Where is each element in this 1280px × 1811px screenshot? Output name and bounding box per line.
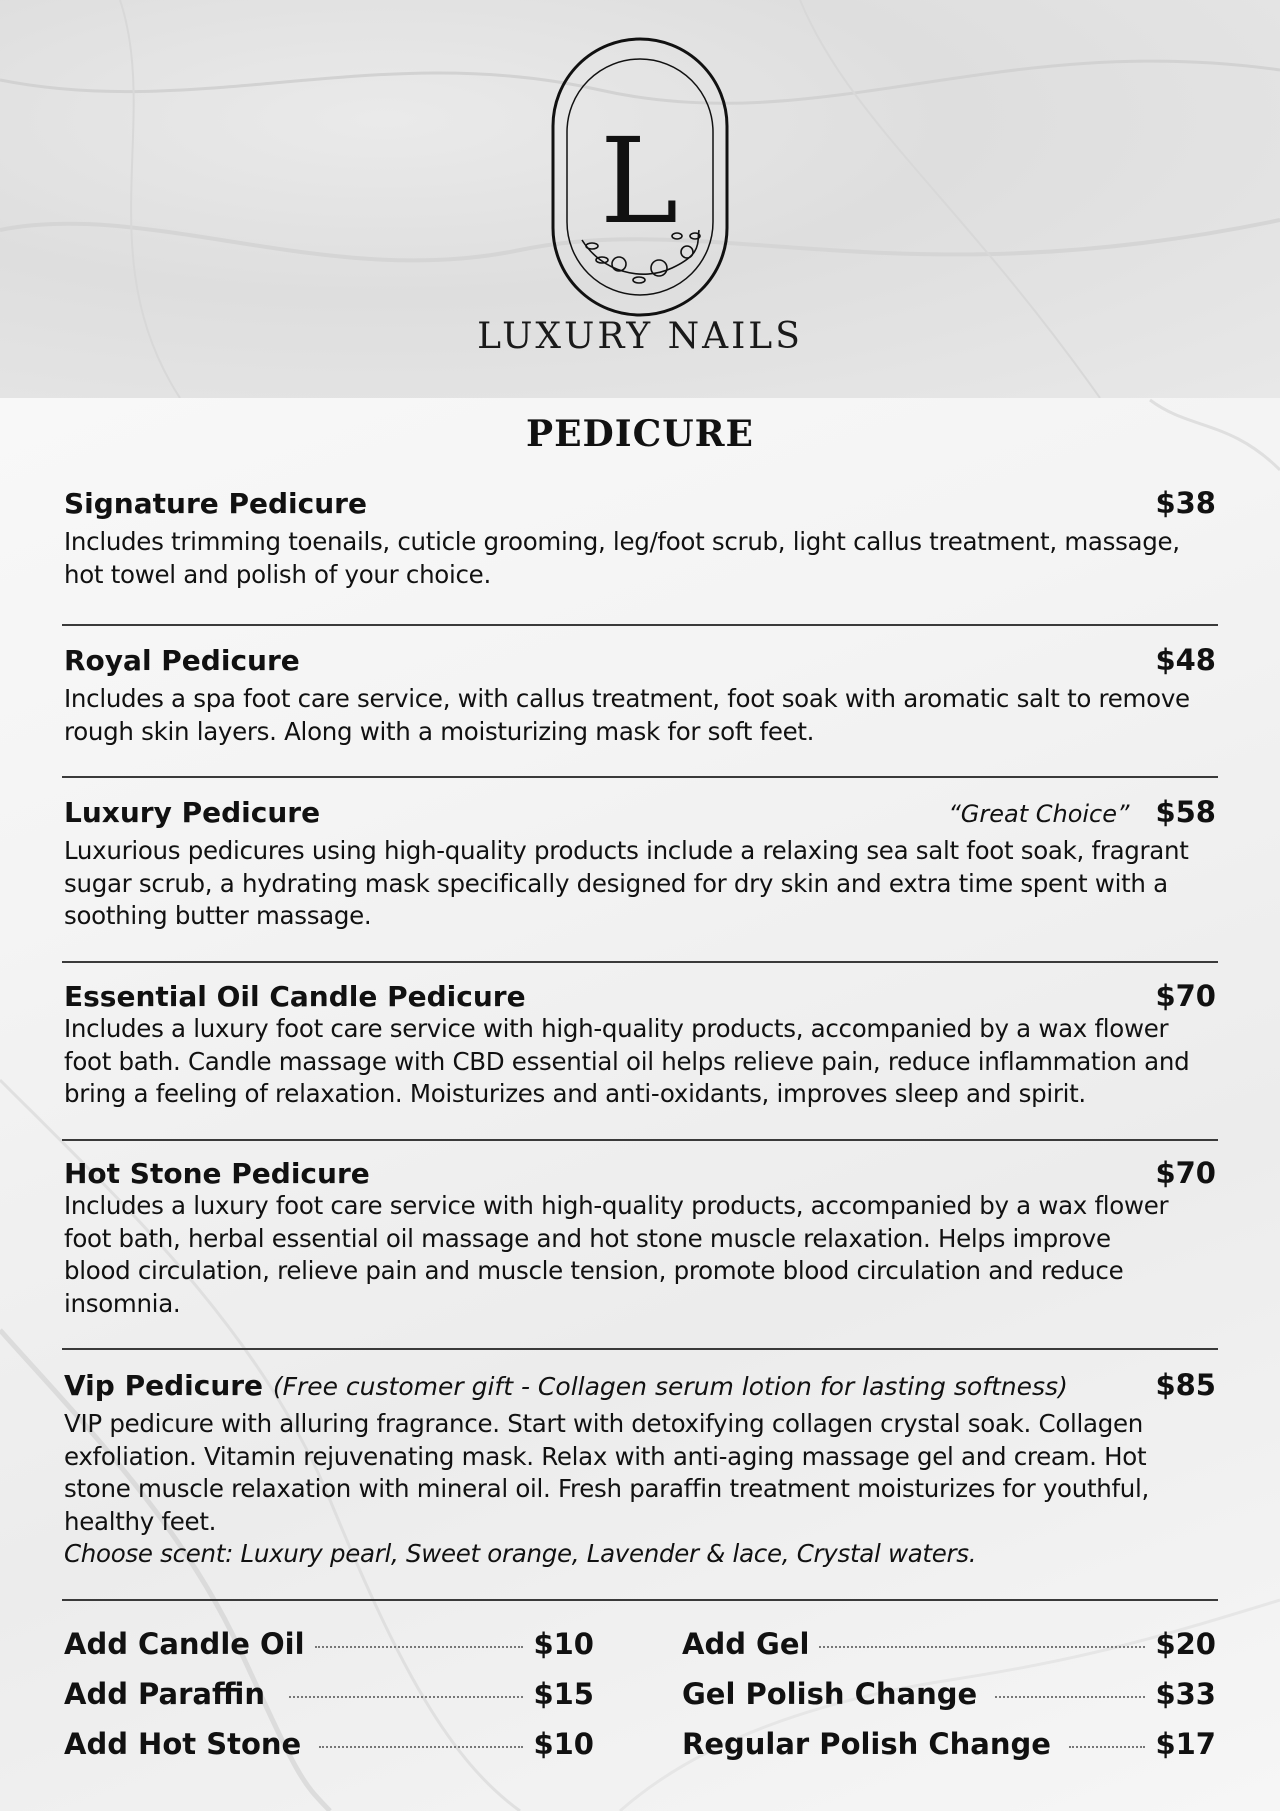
item-description: Includes a luxury foot care service with high-quality products, accompanied by a wax flower foot bath. Candle massage with CBD essential oil helps relieve pain, reduce inflammation and bring a feeling of relaxation. Moisturizes and anti-oxidants, improves sleep and spirit. (64, 1014, 1190, 1108)
divider (62, 1139, 1218, 1141)
addon-price: $10 (533, 1727, 594, 1761)
addon-name: Regular Polish Change (682, 1727, 1051, 1761)
item-name: Royal Pedicure (64, 644, 300, 677)
brand-name: LUXURY NAILS (477, 316, 803, 357)
addon-row (682, 1727, 1216, 1761)
addon-row (64, 1727, 594, 1761)
item-name: Signature Pedicure (64, 487, 367, 520)
item-name: Essential Oil Candle Pedicure (64, 980, 526, 1013)
addon-row (64, 1677, 594, 1711)
addon-name: Add Gel (682, 1627, 810, 1661)
addon-price: $10 (533, 1627, 594, 1661)
item-price: $70 (1155, 1156, 1216, 1190)
addon-price: $20 (1155, 1627, 1216, 1661)
menu-item (64, 979, 1216, 1111)
header-banner (0, 0, 1280, 398)
section-title: PEDICURE (526, 413, 754, 455)
menu-item (64, 643, 1216, 748)
brand-logo (547, 32, 733, 322)
addon-price: $17 (1155, 1727, 1216, 1761)
item-price: $38 (1155, 486, 1216, 520)
menu-item (64, 795, 1216, 933)
addon-price: $15 (533, 1677, 594, 1711)
divider (62, 776, 1218, 778)
item-description: Luxurious pedicures using high-quality products include a relaxing sea salt foot soak, fragrant sugar scrub, a hydrating mask specifically designed for dry skin and extra time spent with a soothing butter massage. (64, 836, 1189, 930)
addon-row (64, 1627, 594, 1661)
addon-name: Gel Polish Change (682, 1677, 978, 1711)
item-name: Luxury Pedicure (64, 796, 321, 829)
divider (62, 1599, 1218, 1601)
addon-price: $33 (1155, 1677, 1216, 1711)
item-gift-note: (Free customer gift - Collagen serum lotion for lasting softness) (272, 1372, 1068, 1401)
item-description: VIP pedicure with alluring fragrance. Start with detoxifying collagen crystal soak. Collagen exfoliation. Vitamin rejuvenating mask. Relax with anti-aging massage gel and cream. Hot stone muscle relaxation with mineral oil. Fresh paraffin treatment moisturizes for youthful, healthy feet. Choose scent: Luxury pearl, Sweet orange, Lavender & lace, Crystal waters. (64, 1409, 1150, 1568)
menu-item (64, 486, 1216, 591)
item-price: $48 (1155, 643, 1216, 677)
addon-name: Add Hot Stone (64, 1727, 302, 1761)
addon-row (682, 1677, 1216, 1711)
menu-item (64, 1156, 1216, 1320)
item-price: $70 (1155, 979, 1216, 1013)
brand-monogram: L (599, 112, 679, 250)
item-name: Hot Stone Pedicure (64, 1157, 370, 1190)
menu-item (64, 1368, 1216, 1571)
item-name: Vip Pedicure (Free customer gift - Collagen serum lotion for lasting softness) (64, 1369, 1068, 1402)
divider (62, 624, 1218, 626)
divider (62, 961, 1218, 963)
item-description: Includes trimming toenails, cuticle grooming, leg/foot scrub, light callus treatment, massage, hot towel and polish of your choice. (64, 527, 1180, 589)
item-price: $58 (1155, 795, 1216, 829)
great-choice-tag: “Great Choice” (948, 800, 1130, 828)
item-description: Includes a spa foot care service, with callus treatment, foot soak with aromatic salt to remove rough skin layers. Along with a moisturizing mask for soft feet. (64, 684, 1190, 746)
item-description: Includes a luxury foot care service with high-quality products, accompanied by a wax flower foot bath, herbal essential oil massage and hot stone muscle relaxation. Helps improve blood circulation, relieve pain and muscle tension, promote blood circulation and reduce insomnia. (64, 1191, 1169, 1318)
addon-name: Add Candle Oil (64, 1627, 305, 1661)
divider (62, 1348, 1218, 1350)
addon-row (682, 1627, 1216, 1661)
item-price: $85 (1155, 1368, 1216, 1402)
scent-options: Choose scent: Luxury pearl, Sweet orange, Lavender & lace, Crystal waters. (64, 1539, 977, 1568)
addon-name: Add Paraffin (64, 1677, 265, 1711)
